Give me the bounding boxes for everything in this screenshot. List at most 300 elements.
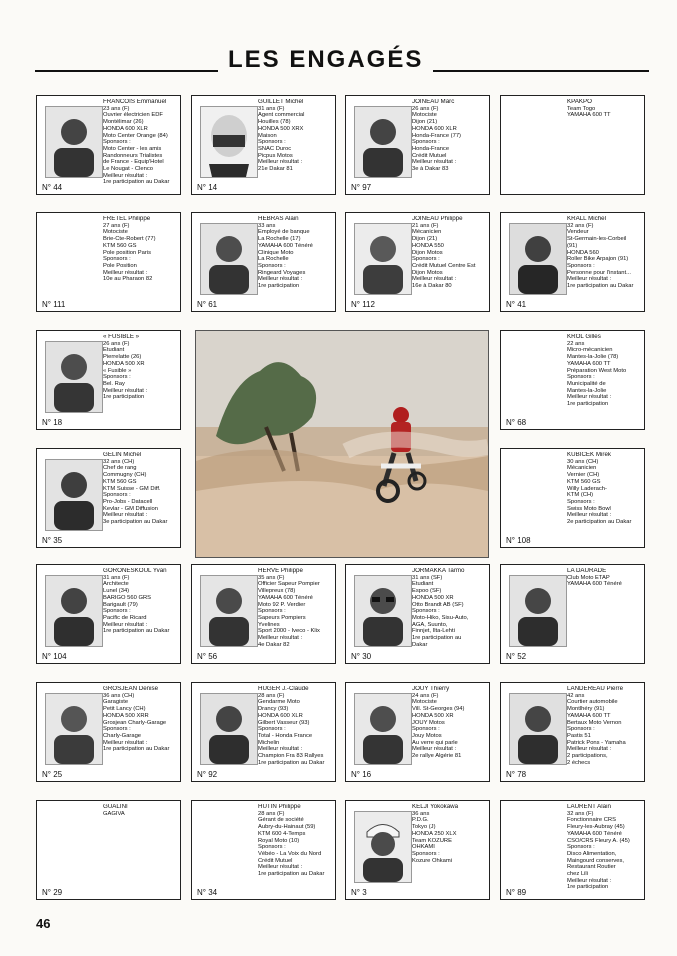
- entrant-line: 32 ans (CH): [103, 458, 135, 465]
- entrant-line: 28 ans (F): [258, 692, 285, 699]
- entrant-line: Meilleur résultat :: [567, 746, 612, 753]
- entrant-details: [567, 568, 642, 588]
- entrant-photo: [200, 223, 258, 295]
- entrant-line: « Fusible »: [103, 367, 132, 374]
- entrant-line: Villepreux (78): [258, 588, 296, 595]
- entrant-line: HONDA 560: [567, 249, 599, 256]
- person-icon: [46, 107, 102, 177]
- entrant-number: N° 35: [42, 536, 63, 545]
- entrant-line: Fleury-les-Aubray (45): [567, 824, 625, 831]
- entrant-line: Sponsors :: [412, 139, 440, 146]
- entrant-line: JOUY Motos: [412, 719, 445, 726]
- entrant-line: Pole position Paris: [103, 249, 152, 256]
- entrant-line: Employé de banque: [258, 229, 310, 236]
- entrant-line: 33 ans: [258, 222, 276, 229]
- entrant-line: Montélimar (26): [103, 119, 144, 126]
- entrant-line: Préparation West Moto: [567, 367, 627, 374]
- entrant-line: KTM 560 GS: [103, 478, 137, 485]
- entrant-line: HONDA 250 XLX: [412, 830, 457, 837]
- entrant-line: YAMAHA 600 Ténéré: [567, 581, 622, 588]
- entrant-line: Champion Fra 83 Rallyes: [258, 753, 324, 760]
- entrant-line: Sponsors :: [103, 256, 131, 263]
- entrant-line: Etudiant: [412, 581, 434, 588]
- entrant-line: Gendarme Moto: [258, 699, 300, 706]
- entrant-name: GROSJEAN Denise: [103, 686, 159, 692]
- person-icon: [510, 224, 566, 294]
- entrant-name: KELJI Yokokawa: [412, 804, 459, 810]
- entrant-line: KTM Suisse - GM Diff.: [103, 485, 161, 492]
- person-icon: [201, 694, 257, 764]
- entrant-details: [103, 804, 178, 817]
- entrant-details: [103, 568, 178, 635]
- entrant-line: Le Nougat - Clenco: [103, 166, 153, 173]
- rally-action-photo: [195, 330, 489, 558]
- entrant-line: Jouy Motos: [412, 732, 442, 739]
- entrant-line: Picpus Motos: [258, 152, 293, 159]
- entrant-line: 1re participation au: [412, 635, 462, 642]
- person-icon: [355, 107, 411, 177]
- entrant-line: BARIGO 560 GRS: [103, 594, 152, 601]
- entrant-line: YAMAHA 600 Ténéré: [258, 242, 313, 249]
- entrant-line: 4e Dakar 82: [258, 641, 290, 648]
- entrant-name: « FUSIBLE »: [103, 334, 140, 340]
- entrant-line: Sponsors :: [258, 608, 286, 615]
- entrant-name: GELIN Michel: [103, 452, 142, 458]
- entrant-name: KUBICEK Mirek: [567, 452, 612, 458]
- entrant-line: Kevlar - GM Diffusion: [103, 505, 158, 512]
- entrant-line: 21 ans (F): [412, 222, 439, 229]
- entrant-line: 42 ans: [567, 692, 585, 699]
- entrant-line: Dijon Motos: [412, 269, 443, 276]
- entrant-name: HUGER J.-Claude: [258, 686, 309, 692]
- entrant-line: Chef de rang: [103, 465, 137, 472]
- person-icon: [201, 576, 257, 646]
- entrant-line: Crédit Mutuel: [412, 152, 447, 159]
- entrant-number: N° 44: [42, 183, 63, 192]
- entrant-card: [345, 682, 490, 782]
- entrant-number: N° 78: [506, 770, 527, 779]
- entrant-line: HONDA 500 XR: [412, 712, 454, 719]
- entrant-photo: [509, 693, 567, 765]
- entrant-line: Drancy (93): [258, 706, 289, 713]
- entrant-line: Sponsors :: [567, 844, 595, 851]
- person-icon: [510, 694, 566, 764]
- entrant-line: Meilleur résultat :: [103, 172, 148, 179]
- entrant-line: Sponsors :: [103, 139, 131, 146]
- entrant-card: [345, 95, 490, 195]
- entrant-photo: [45, 106, 103, 178]
- entrant-number: N° 25: [42, 770, 63, 779]
- entrant-line: Sponsors :: [412, 608, 440, 615]
- entrant-line: Meilleur résultat :: [258, 864, 303, 871]
- entrant-line: Sponsors :: [103, 608, 131, 615]
- entrant-name: GUALINI: [103, 804, 128, 810]
- entrant-line: HONDA 500 XRX: [258, 125, 304, 132]
- entrant-card: [36, 212, 181, 312]
- entrant-number: N° 18: [42, 418, 63, 427]
- entrant-line: HONDA 550: [412, 242, 444, 249]
- entrant-number: N° 29: [42, 888, 63, 897]
- entrant-details: [567, 216, 642, 290]
- entrant-card: [500, 564, 645, 664]
- entrant-details: [412, 568, 487, 648]
- entrant-line: Mécanicien: [412, 229, 442, 236]
- entrant-number: N° 3: [351, 888, 367, 897]
- entrant-card: [500, 330, 645, 430]
- entrant-photo: [45, 693, 103, 765]
- entrant-details: [258, 686, 333, 766]
- entrant-line: Bel. Ray: [103, 380, 125, 387]
- entrant-line: Pastis 51: [567, 732, 591, 739]
- entrant-line: 1re participation au Dakar: [103, 628, 170, 635]
- person-with-cap-icon: [355, 812, 411, 882]
- entrant-line: Dijon Motos: [412, 249, 443, 256]
- entrant-line: OHKAMI: [412, 844, 435, 851]
- entrant-line: 36 ans: [412, 810, 430, 817]
- entrant-line: La Rochelle: [258, 256, 289, 263]
- entrant-details: [412, 804, 487, 864]
- entrant-line: Meilleur résultat :: [567, 877, 612, 884]
- entrant-line: 30 ans (CH): [567, 458, 599, 465]
- entrant-line: 36 ans (CH): [103, 692, 135, 699]
- entrant-line: CSO/CRS Fleury A. (45): [567, 837, 630, 844]
- entrant-line: Mantes-la-Jolie: [567, 387, 607, 394]
- entrant-line: Sponsors :: [412, 256, 440, 263]
- entrant-line: Sponsors :: [103, 374, 131, 381]
- entrant-photo: [354, 106, 412, 178]
- page-title: LES ENGAGÉS: [218, 46, 433, 74]
- entrant-number: N° 61: [197, 300, 218, 309]
- entrant-line: Motociste: [412, 699, 437, 706]
- entrant-line: Moto 92 P. Verdier: [258, 601, 306, 608]
- entrant-line: Bertaux Moto Vernon: [567, 719, 622, 726]
- entrant-line: Honda-France (77): [412, 132, 461, 139]
- entrant-line: chez Lili: [567, 871, 588, 878]
- entrant-details: [412, 99, 487, 173]
- entrant-line: 22 ans: [567, 340, 585, 347]
- entrant-details: [412, 216, 487, 290]
- entrant-line: Mantes-la-Jolie (78): [567, 354, 619, 361]
- entrant-details: [258, 804, 333, 878]
- entrant-name: JOUY Thierry: [412, 686, 450, 692]
- entrant-line: KTM (CH): [567, 492, 594, 499]
- entrant-line: Honda-France: [412, 145, 450, 152]
- entrant-line: 31 ans (F): [103, 574, 130, 581]
- entrant-line: Meilleur résultat :: [258, 635, 303, 642]
- entrant-line: Municipalité de: [567, 380, 606, 387]
- entrant-name: FRANCOIS Emmanuel: [103, 99, 167, 105]
- entrant-line: HONDA 500 XR: [103, 360, 145, 367]
- entrant-line: Brie-Cte-Robert (77): [103, 236, 156, 243]
- entrant-details: [412, 686, 487, 760]
- person-with-glasses-icon: [355, 576, 411, 646]
- entrant-line: Meilleur résultat :: [412, 159, 457, 166]
- entrant-line: Otto Brandt AB (SF): [412, 601, 464, 608]
- person-icon: [355, 224, 411, 294]
- entrant-details: [567, 686, 642, 766]
- entrant-details: [103, 452, 178, 526]
- entrant-card: [36, 564, 181, 664]
- entrant-line: 23 ans (F): [103, 105, 130, 112]
- entrant-number: N° 112: [351, 300, 375, 309]
- entrant-line: AGA, Suunto,: [412, 621, 448, 628]
- entrant-photo: [200, 693, 258, 765]
- entrant-line: Crédit Mutuel: [258, 857, 293, 864]
- entrant-line: Meilleur résultat :: [258, 276, 303, 283]
- entrant-line: Royal Moto (10): [258, 837, 300, 844]
- entrant-line: Disco Alimentation,: [567, 850, 617, 857]
- person-icon: [201, 224, 257, 294]
- entrant-details: [103, 334, 178, 401]
- entrant-details: [258, 568, 333, 648]
- entrant-line: Moto Center - les amis: [103, 145, 162, 152]
- entrant-name: GUILLET Michel: [258, 99, 304, 105]
- person-icon: [46, 576, 102, 646]
- entrant-line: 31 ans (F): [258, 105, 285, 112]
- entrant-line: Sponsors :: [103, 726, 131, 733]
- entrant-line: Team KOZURE: [412, 837, 452, 844]
- entrant-line: Sponsors :: [258, 844, 286, 851]
- entrant-line: Total - Honda France: [258, 732, 313, 739]
- entrant-line: La Rochelle (17): [258, 236, 301, 243]
- entrant-card: [36, 682, 181, 782]
- entrant-photo: [354, 811, 412, 883]
- entrant-line: Fonctionnaire CRS: [567, 817, 616, 824]
- entrant-line: HONDA 600 XLR: [103, 125, 148, 132]
- entrant-line: Sponsors :: [567, 498, 595, 505]
- entrant-line: 26 ans (F): [412, 105, 439, 112]
- entrant-name: JORMAKKA Tarmo: [412, 568, 465, 574]
- entrant-line: GAGIVA: [103, 810, 125, 817]
- entrant-photo: [45, 575, 103, 647]
- entrant-line: (91): [567, 242, 578, 249]
- entrant-card: [500, 212, 645, 312]
- entrant-line: Houilles (78): [258, 119, 291, 126]
- entrant-line: Patrick Pons - Yamaha: [567, 739, 626, 746]
- entrant-line: Ringeard Voyages: [258, 269, 306, 276]
- entrant-line: 26 ans (F): [103, 340, 130, 347]
- entrant-line: Swiss Moto Bowl: [567, 505, 611, 512]
- entrant-line: 1re participation au Dakar: [258, 871, 325, 878]
- entrant-details: [258, 216, 333, 290]
- entrant-line: 24 ans (F): [412, 692, 439, 699]
- entrant-line: Etudiant: [103, 347, 125, 354]
- entrant-photo: [45, 459, 103, 531]
- entrant-name: HEBRAS Alain: [258, 216, 299, 222]
- entrant-card: [191, 800, 336, 900]
- entrant-card: [500, 800, 645, 900]
- entrant-line: Crédit Mutuel Centre Est: [412, 262, 476, 269]
- entrant-line: 35 ans (F): [258, 574, 285, 581]
- entrant-line: Sponsors :: [412, 850, 440, 857]
- entrant-line: KTM 560 GS: [103, 242, 137, 249]
- entrant-line: Commugny (CH): [103, 472, 147, 479]
- entrant-name: FRETEL Philippe: [103, 216, 151, 222]
- entrant-line: Sponsors :: [567, 374, 595, 381]
- entrant-line: KTM 600 4-Temps: [258, 830, 306, 837]
- person-icon: [46, 460, 102, 530]
- entrant-line: 1re participation au Dakar: [103, 746, 170, 753]
- entrant-line: Pro-Jobs - Datacell: [103, 498, 153, 505]
- entrant-line: P.D.G.: [412, 817, 429, 824]
- entrant-line: HONDA 500 XR: [412, 594, 454, 601]
- entrant-details: [567, 452, 642, 526]
- entrant-details: [567, 334, 642, 408]
- entrant-line: Dakar: [412, 641, 428, 648]
- entrant-line: 1re participation: [567, 884, 609, 891]
- entrant-name: LAURENT Alain: [567, 804, 611, 810]
- entrant-line: Team Togo: [567, 105, 596, 112]
- entrant-number: N° 14: [197, 183, 218, 192]
- entrant-line: Club Moto ETAP: [567, 574, 610, 581]
- entrant-line: Garagiste: [103, 699, 129, 706]
- entrant-line: Barigault (79): [103, 601, 138, 608]
- entrant-name: LA DAURADE: [567, 568, 607, 574]
- entrant-line: HONDA 500 XRR: [103, 712, 149, 719]
- entrant-line: SNAC Duroc: [258, 145, 292, 152]
- entrant-line: 27 ans (F): [103, 222, 130, 229]
- entrant-line: Personne pour l'instant...: [567, 269, 631, 276]
- entrant-line: Agent commercial: [258, 112, 305, 119]
- entrant-line: Clinique Moto: [258, 249, 294, 256]
- entrant-line: 31 ans (SF): [412, 574, 443, 581]
- entrant-details: [103, 99, 178, 186]
- entrant-card: [345, 564, 490, 664]
- entrant-line: Aubry-du-Hainaut (59): [258, 824, 316, 831]
- entrant-line: YAMAHA 600 TT: [567, 112, 611, 119]
- entrant-number: N° 108: [506, 536, 531, 545]
- entrant-line: Meilleur résultat :: [103, 387, 148, 394]
- entrant-line: Gilbert Vasseur (93): [258, 719, 310, 726]
- entrant-line: St-Germain-les-Corbeil: [567, 236, 627, 243]
- entrant-card: [191, 212, 336, 312]
- entrant-line: Officier Sapeur Pompier: [258, 581, 320, 588]
- entrant-line: Sport 2000 - Iveco - Klix: [258, 628, 320, 635]
- entrant-number: N° 52: [506, 652, 527, 661]
- entrant-line: 16e à Dakar 80: [412, 283, 452, 290]
- entrant-line: Vendeur: [567, 229, 589, 236]
- entrant-line: Motociste: [412, 112, 437, 119]
- person-icon: [46, 694, 102, 764]
- entrant-line: Pacific de Ricard: [103, 614, 147, 621]
- entrant-name: LANDEREAU Pierre: [567, 686, 624, 692]
- entrant-line: Mécanicien: [567, 465, 597, 472]
- entrant-line: Vébéo - La Voix du Nord: [258, 850, 322, 857]
- entrant-line: Meilleur résultat :: [567, 394, 612, 401]
- entrant-card: [36, 800, 181, 900]
- entrant-line: Meilleur résultat :: [103, 269, 148, 276]
- person-icon: [46, 342, 102, 412]
- entrant-line: YAMAHA 600 TT: [567, 712, 611, 719]
- entrant-line: 21e Dakar 81: [258, 166, 293, 173]
- entrant-line: 2e rallye Algérie 81: [412, 753, 462, 760]
- entrant-line: Meilleur résultat :: [103, 621, 148, 628]
- entrant-photo: [354, 693, 412, 765]
- entrant-name: KROL Gilles: [567, 334, 601, 340]
- entrant-line: Kozure Ohkami: [412, 857, 452, 864]
- entrant-line: Meilleur résultat :: [258, 746, 303, 753]
- helmet-icon: [201, 107, 257, 177]
- entrant-details: [103, 216, 178, 283]
- entrant-photo: [354, 223, 412, 295]
- entrant-line: Espoo (SF): [412, 588, 442, 595]
- entrant-details: [567, 99, 642, 119]
- entrant-name: JOINEAU Philippe: [412, 216, 463, 222]
- entrant-details: [103, 686, 178, 753]
- entrant-line: 1re participation au Dakar: [567, 283, 634, 290]
- entrant-line: 2 échecs: [567, 759, 591, 766]
- person-icon: [355, 694, 411, 764]
- entrant-line: Charly-Garage: [103, 732, 142, 739]
- entrant-line: Lunel (34): [103, 588, 130, 595]
- entrant-name: KPAKPO: [567, 99, 592, 105]
- entrant-card: [191, 95, 336, 195]
- entrant-line: 1re participation: [258, 283, 300, 290]
- entrant-line: Sponsors :: [567, 726, 595, 733]
- entrant-line: YAMAHA 600 Ténéré: [258, 594, 313, 601]
- entrant-line: Willy Laderach-: [567, 485, 607, 492]
- entrant-number: N° 41: [506, 300, 527, 309]
- entrant-line: Moto Center Orange (84): [103, 132, 168, 139]
- entrant-card: [345, 800, 490, 900]
- entrant-line: Au verre qui parle: [412, 739, 458, 746]
- entrant-line: KTM 560 GS: [567, 478, 601, 485]
- entrant-line: Micro-mécanicien: [567, 347, 613, 354]
- entrant-card: [36, 330, 181, 430]
- entrant-line: Roller Bike Arpajon (91): [567, 256, 629, 263]
- entrant-line: 1re participation au Dakar: [258, 759, 325, 766]
- entrant-photo: [354, 575, 412, 647]
- entrant-name: HERVE Philippe: [258, 568, 303, 574]
- entrant-number: N° 89: [506, 888, 527, 897]
- entrant-line: 2 participations,: [567, 753, 608, 760]
- entrant-line: de France - Equip'Hotel: [103, 159, 164, 166]
- entrant-line: Moto-Hiko, Sisu-Auto,: [412, 614, 469, 621]
- entrant-line: Yvelines: [258, 621, 280, 628]
- entrant-line: Restaurant Routier: [567, 864, 616, 871]
- entrant-card: [36, 95, 181, 195]
- entrant-line: 28 ans (F): [258, 810, 285, 817]
- entrant-line: Dijon (21): [412, 119, 438, 126]
- entrant-line: Michelin: [258, 739, 280, 746]
- entrant-line: 32 ans (F): [567, 222, 594, 229]
- entrant-line: Montlhéry (91): [567, 706, 605, 713]
- entrant-photo: [45, 341, 103, 413]
- entrant-line: Meilleur résultat :: [567, 512, 612, 519]
- entrant-number: N° 97: [351, 183, 372, 192]
- entrant-line: Sponsors :: [567, 262, 595, 269]
- person-icon: [510, 576, 566, 646]
- entrant-line: 2e participation au Dakar: [567, 519, 632, 526]
- entrant-line: Sponsors :: [258, 262, 286, 269]
- entrant-line: Meilleur résultat :: [258, 159, 303, 166]
- entrant-number: N° 34: [197, 888, 218, 897]
- entrant-line: Finnjet, Ilta-Lehti: [412, 628, 455, 635]
- entrant-photo: [509, 223, 567, 295]
- header: [0, 0, 677, 80]
- entrant-card: [500, 95, 645, 195]
- entrant-line: 3e participation au Dakar: [103, 519, 168, 526]
- entrant-line: YAMAHA 600 TT: [567, 360, 611, 367]
- entrant-line: Ouvrier électricien EDF: [103, 112, 163, 119]
- entrant-line: Sponsors :: [103, 492, 131, 499]
- page-number: 46: [36, 916, 51, 931]
- entrant-line: 10e au Pharaon 82: [103, 276, 153, 283]
- entrant-number: N° 30: [351, 652, 372, 661]
- entrant-number: N° 104: [42, 652, 67, 661]
- entrant-line: Sapeurs Pompiers: [258, 614, 306, 621]
- entrant-line: 1re participation: [567, 401, 609, 408]
